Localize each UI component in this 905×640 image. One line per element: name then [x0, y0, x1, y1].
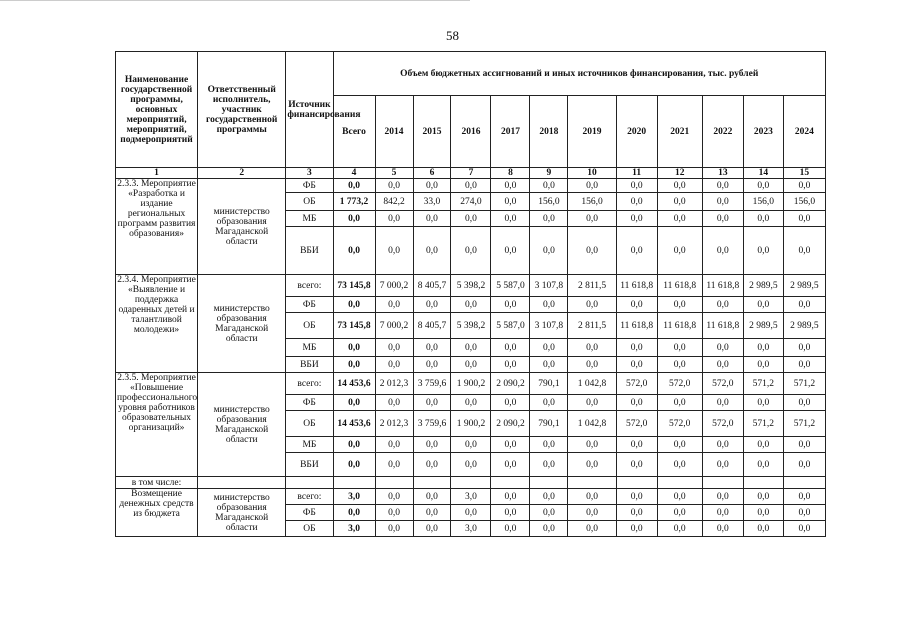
- funding-source: ФБ: [286, 395, 333, 411]
- total-value: 0,0: [333, 395, 375, 411]
- table-row: [116, 275, 826, 297]
- year-value: 0,0: [616, 453, 657, 477]
- year-value: 0,0: [743, 437, 783, 453]
- funding-source: ВБИ: [286, 227, 333, 275]
- total-value: 3,0: [333, 489, 375, 505]
- column-number: 7: [451, 168, 491, 179]
- year-value: 0,0: [491, 339, 530, 357]
- total-value: 0,0: [333, 297, 375, 313]
- year-value: 0,0: [451, 453, 491, 477]
- year-value: 0,0: [413, 505, 451, 521]
- year-value: 0,0: [491, 357, 530, 373]
- year-value: 0,0: [375, 453, 413, 477]
- empty-cell: [451, 477, 491, 489]
- year-value: 0,0: [783, 453, 825, 477]
- year-value: 0,0: [375, 339, 413, 357]
- year-value: 0,0: [743, 179, 783, 193]
- year-value: 0,0: [568, 505, 616, 521]
- top-edge-line: [0, 0, 470, 1]
- year-value: 572,0: [657, 373, 702, 395]
- total-value: 0,0: [333, 179, 375, 193]
- year-value: 2 989,5: [743, 275, 783, 297]
- funding-source: ВБИ: [286, 453, 333, 477]
- empty-cell: [530, 477, 568, 489]
- year-value: 0,0: [530, 437, 568, 453]
- year-value: 0,0: [491, 179, 530, 193]
- year-value: 0,0: [530, 179, 568, 193]
- year-value: 0,0: [375, 489, 413, 505]
- year-value: 0,0: [491, 193, 530, 211]
- year-value: 2 090,2: [491, 411, 530, 437]
- year-value: 0,0: [568, 297, 616, 313]
- year-value: 1 042,8: [568, 411, 616, 437]
- year-value: 0,0: [413, 489, 451, 505]
- year-value: 156,0: [743, 193, 783, 211]
- year-value: 572,0: [657, 411, 702, 437]
- header-executor: Ответственный исполнитель, участник государственной программы: [198, 52, 286, 168]
- year-value: 1 900,2: [451, 411, 491, 437]
- measure-name: 2.3.3. Мероприятие «Разработка и издание региональных программ развития образования»: [116, 179, 198, 275]
- year-value: 0,0: [451, 227, 491, 275]
- year-value: 0,0: [530, 395, 568, 411]
- year-value: 0,0: [530, 453, 568, 477]
- year-value: 0,0: [783, 489, 825, 505]
- year-value: 0,0: [451, 211, 491, 227]
- empty-cell: [568, 477, 616, 489]
- year-value: 5 587,0: [491, 313, 530, 339]
- including-row: [116, 477, 826, 489]
- header-group: Объем бюджетных ассигнований и иных источников финансирования, тыс. рублей: [333, 52, 826, 96]
- year-value: 0,0: [616, 357, 657, 373]
- year-value: 0,0: [530, 357, 568, 373]
- year-value: 0,0: [491, 521, 530, 537]
- header-year: 2022: [702, 96, 743, 168]
- year-value: 2 811,5: [568, 275, 616, 297]
- year-value: 572,0: [702, 373, 743, 395]
- header-year: 2024: [783, 96, 825, 168]
- year-value: 0,0: [375, 211, 413, 227]
- year-value: 0,0: [491, 227, 530, 275]
- year-value: 0,0: [413, 339, 451, 357]
- year-value: 0,0: [743, 453, 783, 477]
- year-value: 3 759,6: [413, 411, 451, 437]
- year-value: 0,0: [530, 297, 568, 313]
- year-value: 0,0: [530, 505, 568, 521]
- year-value: 156,0: [530, 193, 568, 211]
- year-value: 5 398,2: [451, 313, 491, 339]
- year-value: 0,0: [413, 211, 451, 227]
- column-number: 6: [413, 168, 451, 179]
- year-value: 0,0: [568, 211, 616, 227]
- year-value: 0,0: [413, 227, 451, 275]
- year-value: 0,0: [616, 489, 657, 505]
- year-value: 0,0: [783, 521, 825, 537]
- year-value: 571,2: [743, 373, 783, 395]
- year-value: 0,0: [491, 437, 530, 453]
- year-value: 0,0: [657, 453, 702, 477]
- year-value: 8 405,7: [413, 313, 451, 339]
- column-number: 12: [657, 168, 702, 179]
- year-value: 572,0: [616, 411, 657, 437]
- header-year: 2018: [530, 96, 568, 168]
- year-value: 0,0: [702, 521, 743, 537]
- measure-name: 2.3.4. Мероприятие «Выявление и поддержка одаренных детей и талантливой молодежи»: [116, 275, 198, 373]
- column-number: 13: [702, 168, 743, 179]
- year-value: 0,0: [568, 179, 616, 193]
- total-value: 0,0: [333, 357, 375, 373]
- year-value: 11 618,8: [657, 313, 702, 339]
- total-value: 14 453,6: [333, 373, 375, 395]
- year-value: 0,0: [702, 453, 743, 477]
- year-value: 0,0: [413, 297, 451, 313]
- header-row: [116, 52, 826, 96]
- year-value: 0,0: [783, 357, 825, 373]
- empty-cell: [286, 477, 333, 489]
- year-value: 0,0: [743, 339, 783, 357]
- year-value: 790,1: [530, 411, 568, 437]
- year-value: 0,0: [702, 489, 743, 505]
- year-value: 0,0: [702, 179, 743, 193]
- year-value: 0,0: [657, 227, 702, 275]
- year-value: 3 107,8: [530, 313, 568, 339]
- year-value: 2 811,5: [568, 313, 616, 339]
- year-value: 0,0: [451, 339, 491, 357]
- column-number: 2: [198, 168, 286, 179]
- year-value: 2 090,2: [491, 373, 530, 395]
- including-label: в том числе:: [116, 477, 198, 489]
- year-value: 0,0: [375, 179, 413, 193]
- year-value: 7 000,2: [375, 275, 413, 297]
- header-year: 2016: [451, 96, 491, 168]
- year-value: 2 989,5: [783, 275, 825, 297]
- year-value: 0,0: [451, 357, 491, 373]
- funding-source: ОБ: [286, 411, 333, 437]
- year-value: 0,0: [702, 339, 743, 357]
- year-value: 0,0: [616, 211, 657, 227]
- empty-cell: [491, 477, 530, 489]
- year-value: 0,0: [783, 437, 825, 453]
- year-value: 0,0: [616, 227, 657, 275]
- year-value: 0,0: [657, 505, 702, 521]
- year-value: 0,0: [530, 521, 568, 537]
- total-value: 3,0: [333, 521, 375, 537]
- header-total: Всего: [333, 96, 375, 168]
- year-value: 3 759,6: [413, 373, 451, 395]
- year-value: 0,0: [616, 505, 657, 521]
- year-value: 0,0: [413, 521, 451, 537]
- year-value: 0,0: [783, 339, 825, 357]
- total-value: 0,0: [333, 505, 375, 521]
- year-value: 571,2: [743, 411, 783, 437]
- year-value: 0,0: [451, 179, 491, 193]
- year-value: 0,0: [783, 505, 825, 521]
- funding-source: ФБ: [286, 297, 333, 313]
- year-value: 2 989,5: [743, 313, 783, 339]
- table-row: [116, 179, 826, 193]
- year-value: 0,0: [491, 211, 530, 227]
- year-value: 571,2: [783, 411, 825, 437]
- year-value: 0,0: [375, 395, 413, 411]
- year-value: 0,0: [568, 521, 616, 537]
- year-value: 1 900,2: [451, 373, 491, 395]
- header-year: 2020: [616, 96, 657, 168]
- year-value: 0,0: [568, 227, 616, 275]
- year-value: 0,0: [375, 437, 413, 453]
- empty-cell: [198, 477, 286, 489]
- year-value: 0,0: [657, 357, 702, 373]
- year-value: 0,0: [491, 453, 530, 477]
- total-value: 0,0: [333, 339, 375, 357]
- year-value: 0,0: [657, 437, 702, 453]
- year-value: 0,0: [743, 211, 783, 227]
- year-value: 0,0: [413, 357, 451, 373]
- year-value: 0,0: [743, 395, 783, 411]
- year-value: 0,0: [451, 297, 491, 313]
- column-number: 11: [616, 168, 657, 179]
- funding-source: ОБ: [286, 313, 333, 339]
- year-value: 0,0: [616, 437, 657, 453]
- year-value: 0,0: [783, 227, 825, 275]
- year-value: 0,0: [657, 521, 702, 537]
- header-name: Наименование государственной программы, основных мероприятий, мероприятий, подмероприятий: [116, 52, 198, 168]
- year-value: 0,0: [657, 193, 702, 211]
- header-year: 2021: [657, 96, 702, 168]
- year-value: 0,0: [657, 297, 702, 313]
- year-value: 5 587,0: [491, 275, 530, 297]
- year-value: 0,0: [375, 227, 413, 275]
- year-value: 11 618,8: [657, 275, 702, 297]
- year-value: 0,0: [491, 505, 530, 521]
- year-value: 0,0: [743, 227, 783, 275]
- year-value: 0,0: [491, 489, 530, 505]
- total-value: 73 145,8: [333, 313, 375, 339]
- table-row: [116, 373, 826, 395]
- total-value: 0,0: [333, 437, 375, 453]
- year-value: 0,0: [568, 395, 616, 411]
- empty-cell: [702, 477, 743, 489]
- year-value: 0,0: [702, 193, 743, 211]
- year-value: 0,0: [491, 297, 530, 313]
- year-value: 0,0: [743, 489, 783, 505]
- year-value: 0,0: [657, 395, 702, 411]
- year-value: 0,0: [783, 211, 825, 227]
- year-value: 0,0: [743, 357, 783, 373]
- year-value: 0,0: [413, 437, 451, 453]
- year-value: 0,0: [616, 521, 657, 537]
- year-value: 571,2: [783, 373, 825, 395]
- year-value: 0,0: [702, 227, 743, 275]
- year-value: 0,0: [568, 489, 616, 505]
- empty-cell: [413, 477, 451, 489]
- year-value: 0,0: [375, 297, 413, 313]
- column-number: 14: [743, 168, 783, 179]
- year-value: 156,0: [568, 193, 616, 211]
- funding-source: ОБ: [286, 521, 333, 537]
- year-value: 156,0: [783, 193, 825, 211]
- year-value: 572,0: [616, 373, 657, 395]
- year-value: 0,0: [616, 297, 657, 313]
- year-value: 3 107,8: [530, 275, 568, 297]
- year-value: 0,0: [702, 505, 743, 521]
- table-row: [116, 489, 826, 505]
- measure-name: Возмещение денежных средств из бюджета: [116, 489, 198, 537]
- year-value: 572,0: [702, 411, 743, 437]
- year-value: 0,0: [702, 211, 743, 227]
- year-value: 0,0: [783, 297, 825, 313]
- funding-source: МБ: [286, 339, 333, 357]
- funding-source: МБ: [286, 437, 333, 453]
- column-number: 3: [286, 168, 333, 179]
- column-number: 8: [491, 168, 530, 179]
- year-value: 11 618,8: [702, 313, 743, 339]
- year-value: 1 042,8: [568, 373, 616, 395]
- header-source: Источник финансирования: [286, 52, 333, 168]
- column-number: 15: [783, 168, 825, 179]
- year-value: 11 618,8: [616, 275, 657, 297]
- year-value: 0,0: [702, 357, 743, 373]
- financing-table: [115, 51, 826, 537]
- year-value: 0,0: [702, 297, 743, 313]
- total-value: 0,0: [333, 453, 375, 477]
- year-value: 0,0: [657, 489, 702, 505]
- header-year: 2019: [568, 96, 616, 168]
- year-value: 3,0: [451, 521, 491, 537]
- year-value: 0,0: [451, 395, 491, 411]
- header-year: 2017: [491, 96, 530, 168]
- year-value: 8 405,7: [413, 275, 451, 297]
- year-value: 2 989,5: [783, 313, 825, 339]
- funding-source: ФБ: [286, 505, 333, 521]
- year-value: 0,0: [530, 227, 568, 275]
- year-value: 0,0: [702, 437, 743, 453]
- year-value: 0,0: [616, 339, 657, 357]
- year-value: 0,0: [783, 179, 825, 193]
- funding-source: всего:: [286, 373, 333, 395]
- year-value: 33,0: [413, 193, 451, 211]
- year-value: 2 012,3: [375, 411, 413, 437]
- year-value: 0,0: [375, 505, 413, 521]
- year-value: 0,0: [451, 505, 491, 521]
- year-value: 0,0: [702, 395, 743, 411]
- year-value: 0,0: [657, 179, 702, 193]
- year-value: 0,0: [413, 179, 451, 193]
- year-value: 0,0: [616, 193, 657, 211]
- year-value: 0,0: [491, 395, 530, 411]
- year-value: 0,0: [530, 211, 568, 227]
- year-value: 0,0: [413, 395, 451, 411]
- year-value: 842,2: [375, 193, 413, 211]
- year-value: 0,0: [783, 395, 825, 411]
- funding-source: всего:: [286, 275, 333, 297]
- year-value: 3,0: [451, 489, 491, 505]
- year-value: 0,0: [530, 489, 568, 505]
- column-number: 5: [375, 168, 413, 179]
- column-numbers-row: [116, 168, 826, 179]
- column-number: 10: [568, 168, 616, 179]
- year-value: 0,0: [530, 339, 568, 357]
- year-value: 0,0: [657, 211, 702, 227]
- funding-source: МБ: [286, 211, 333, 227]
- funding-source: ФБ: [286, 179, 333, 193]
- year-value: 5 398,2: [451, 275, 491, 297]
- page-number: 58: [446, 28, 459, 43]
- funding-source: ВБИ: [286, 357, 333, 373]
- funding-source: всего:: [286, 489, 333, 505]
- year-value: 0,0: [616, 179, 657, 193]
- year-value: 790,1: [530, 373, 568, 395]
- year-value: 0,0: [743, 297, 783, 313]
- year-value: 0,0: [413, 453, 451, 477]
- year-value: 0,0: [568, 437, 616, 453]
- empty-cell: [616, 477, 657, 489]
- total-value: 0,0: [333, 211, 375, 227]
- year-value: 0,0: [375, 357, 413, 373]
- year-value: 11 618,8: [702, 275, 743, 297]
- executor-name: министерство образования Магаданской области: [198, 373, 286, 477]
- empty-cell: [657, 477, 702, 489]
- header-year: 2015: [413, 96, 451, 168]
- column-number: 9: [530, 168, 568, 179]
- year-value: 0,0: [375, 521, 413, 537]
- executor-name: министерство образования Магаданской области: [198, 179, 286, 275]
- executor-name: министерство образования Магаданской области: [198, 275, 286, 373]
- total-value: 1 773,2: [333, 193, 375, 211]
- total-value: 14 453,6: [333, 411, 375, 437]
- total-value: 73 145,8: [333, 275, 375, 297]
- column-number: 4: [333, 168, 375, 179]
- total-value: 0,0: [333, 227, 375, 275]
- year-value: 0,0: [568, 453, 616, 477]
- year-value: 0,0: [616, 395, 657, 411]
- year-value: 0,0: [657, 339, 702, 357]
- empty-cell: [783, 477, 825, 489]
- empty-cell: [375, 477, 413, 489]
- empty-cell: [743, 477, 783, 489]
- year-value: 7 000,2: [375, 313, 413, 339]
- year-value: 0,0: [743, 521, 783, 537]
- empty-cell: [333, 477, 375, 489]
- year-value: 0,0: [743, 505, 783, 521]
- year-value: 0,0: [451, 437, 491, 453]
- header-year: 2014: [375, 96, 413, 168]
- year-value: 11 618,8: [616, 313, 657, 339]
- year-value: 274,0: [451, 193, 491, 211]
- header-year: 2023: [743, 96, 783, 168]
- year-value: 0,0: [568, 357, 616, 373]
- year-value: 2 012,3: [375, 373, 413, 395]
- measure-name: 2.3.5. Мероприятие «Повышение профессионального уровня работников образовательных организаций»: [116, 373, 198, 477]
- column-number: 1: [116, 168, 198, 179]
- funding-source: ОБ: [286, 193, 333, 211]
- executor-name: министерство образования Магаданской области: [198, 489, 286, 537]
- year-value: 0,0: [568, 339, 616, 357]
